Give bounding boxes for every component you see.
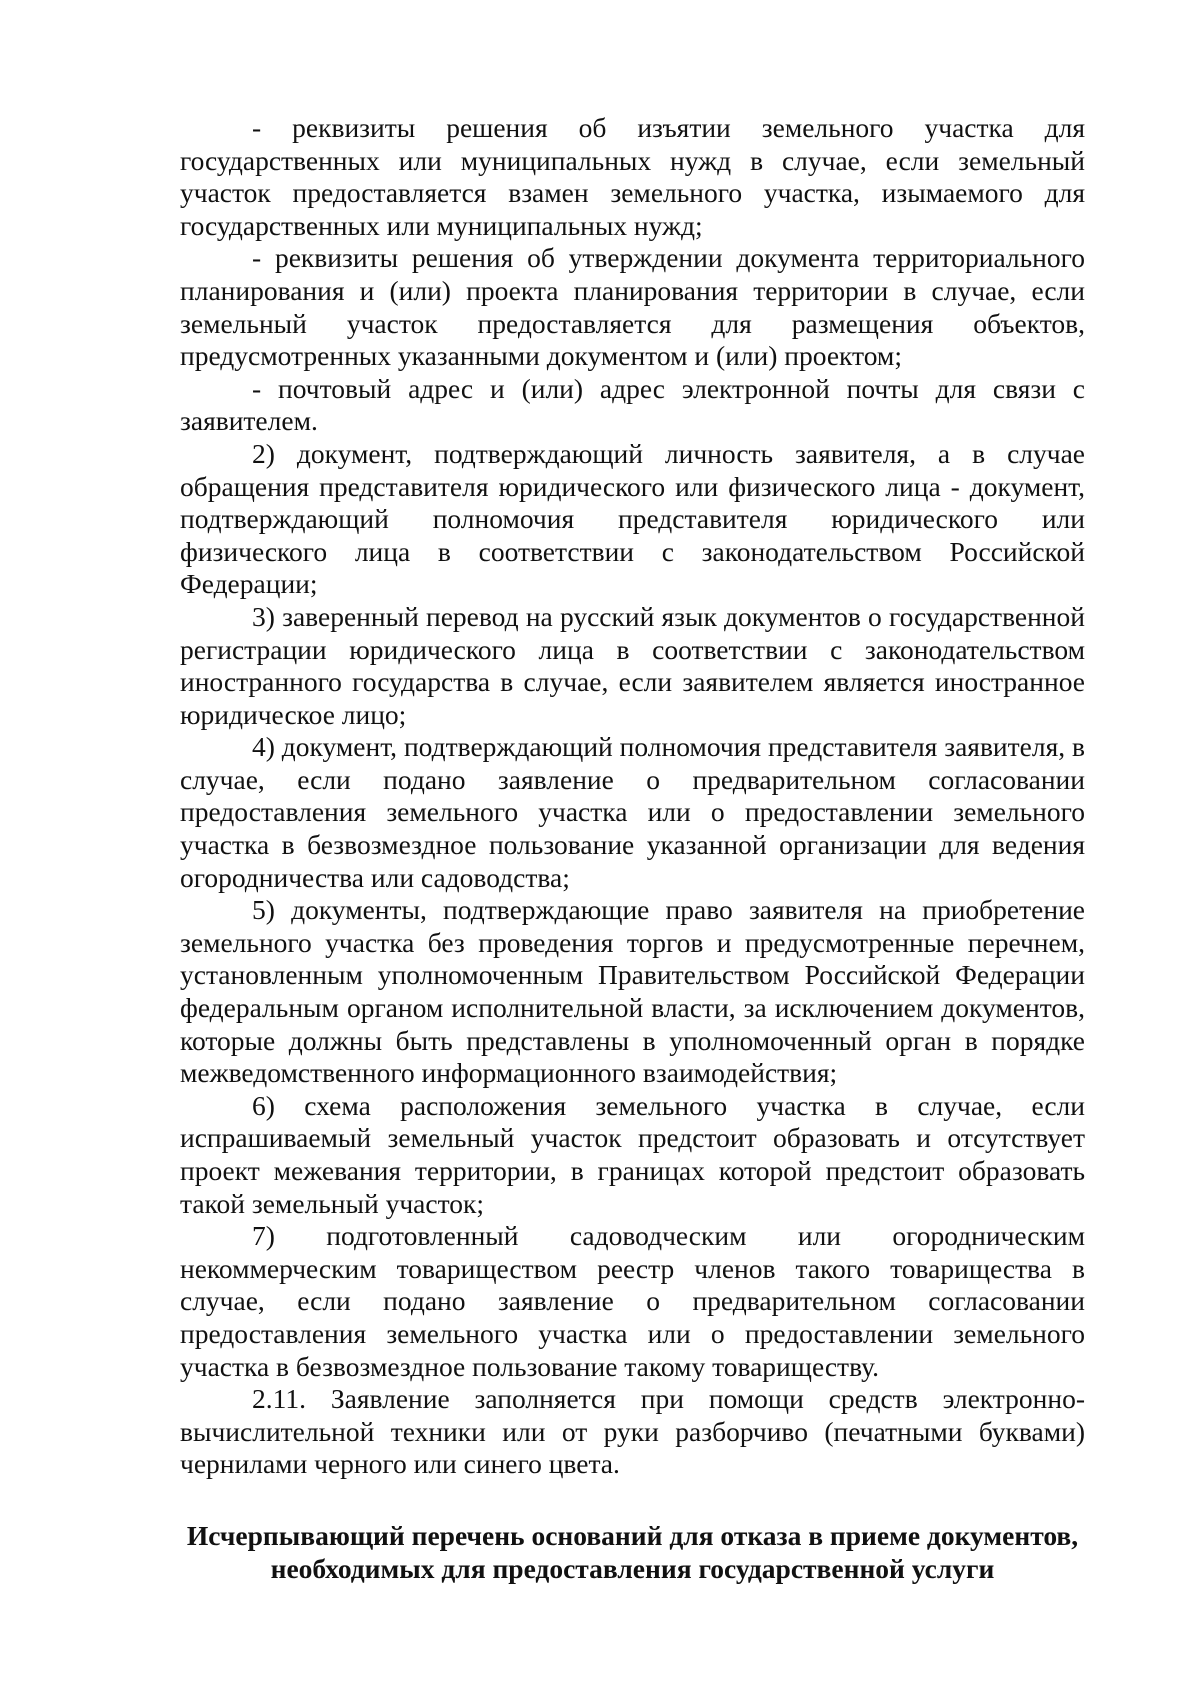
paragraph-planning-details: - реквизиты решения об утверждении документа территориального планирования и (или) проекта планирования территории в случае, если земельный участок предоставляется для размещения объектов, предусмотренных указанными документом и (или) проектом; — [180, 242, 1085, 372]
paragraph-item-6-land-scheme: 6) схема расположения земельного участка в случае, если испрашиваемый земельный участок предстоит образовать и отсутствует проект межевания территории, в границах которой предстоит образовать такой земельный участок; — [180, 1089, 1085, 1219]
paragraph-item-3-translation: 3) заверенный перевод на русский язык документов о государственной регистрации юридического лица в соответствии с законодательством иностранного государства в случае, если заявителем является иностранное юридическое лицо; — [180, 600, 1085, 730]
paragraph-item-7-members-register: 7) подготовленный садоводческим или огородническим некоммерческим товариществом реестр членов такого товарищества в случае, если подано заявление о предварительном согласовании предоставления земельного участка или о предоставлении земельного участка в безвозмездное пользование такому товариществу. — [180, 1220, 1085, 1382]
paragraph-contact-address: - почтовый адрес и (или) адрес электронной почты для связи с заявителем. — [180, 372, 1085, 437]
paragraph-item-2-identity-document: 2) документ, подтверждающий личность заявителя, а в случае обращения представителя юридического или физического лица - документ, подтверждающий полномочия представителя юридического или физического лица в соответствии с законодательством Российской Федерации; — [180, 437, 1085, 600]
section-heading — [180, 1519, 1085, 1585]
paragraph-2-11-application-form: 2.11. Заявление заполняется при помощи средств электронно-вычислительной техники или от руки разборчиво (печатными буквами) чернилами черного или синего цвета. — [180, 1383, 1085, 1480]
section-heading-line-1: Исчерпывающий перечень оснований для отказа в приеме документов, — [186, 1519, 1079, 1551]
document-page — [180, 112, 1085, 1585]
section-heading-line-2: необходимых для предоставления государственной услуги — [270, 1552, 995, 1584]
paragraph-item-5-rights-documents: 5) документы, подтверждающие право заявителя на приобретение земельного участка без проведения торгов и предусмотренные перечнем, установленным уполномоченным Правительством Российской Федерации федеральным органом исполнительной власти, за исключением документов, которые должны быть представлены в уполномоченный орган в порядке межведомственного информационного взаимодействия; — [180, 894, 1085, 1089]
paragraph-item-4-representative-authority: 4) документ, подтверждающий полномочия представителя заявителя, в случае, если подано заявление о предварительном согласовании предоставления земельного участка или о предоставлении земельного участка в безвозмездное пользование указанной организации для ведения огородничества или садоводства; — [180, 731, 1085, 893]
paragraph-expropriation-details: - реквизиты решения об изъятии земельного участка для государственных или муниципальных нужд в случае, если земельный участок предоставляется взамен земельного участка, изымаемого для государственных или муниципальных нужд; — [180, 112, 1085, 241]
